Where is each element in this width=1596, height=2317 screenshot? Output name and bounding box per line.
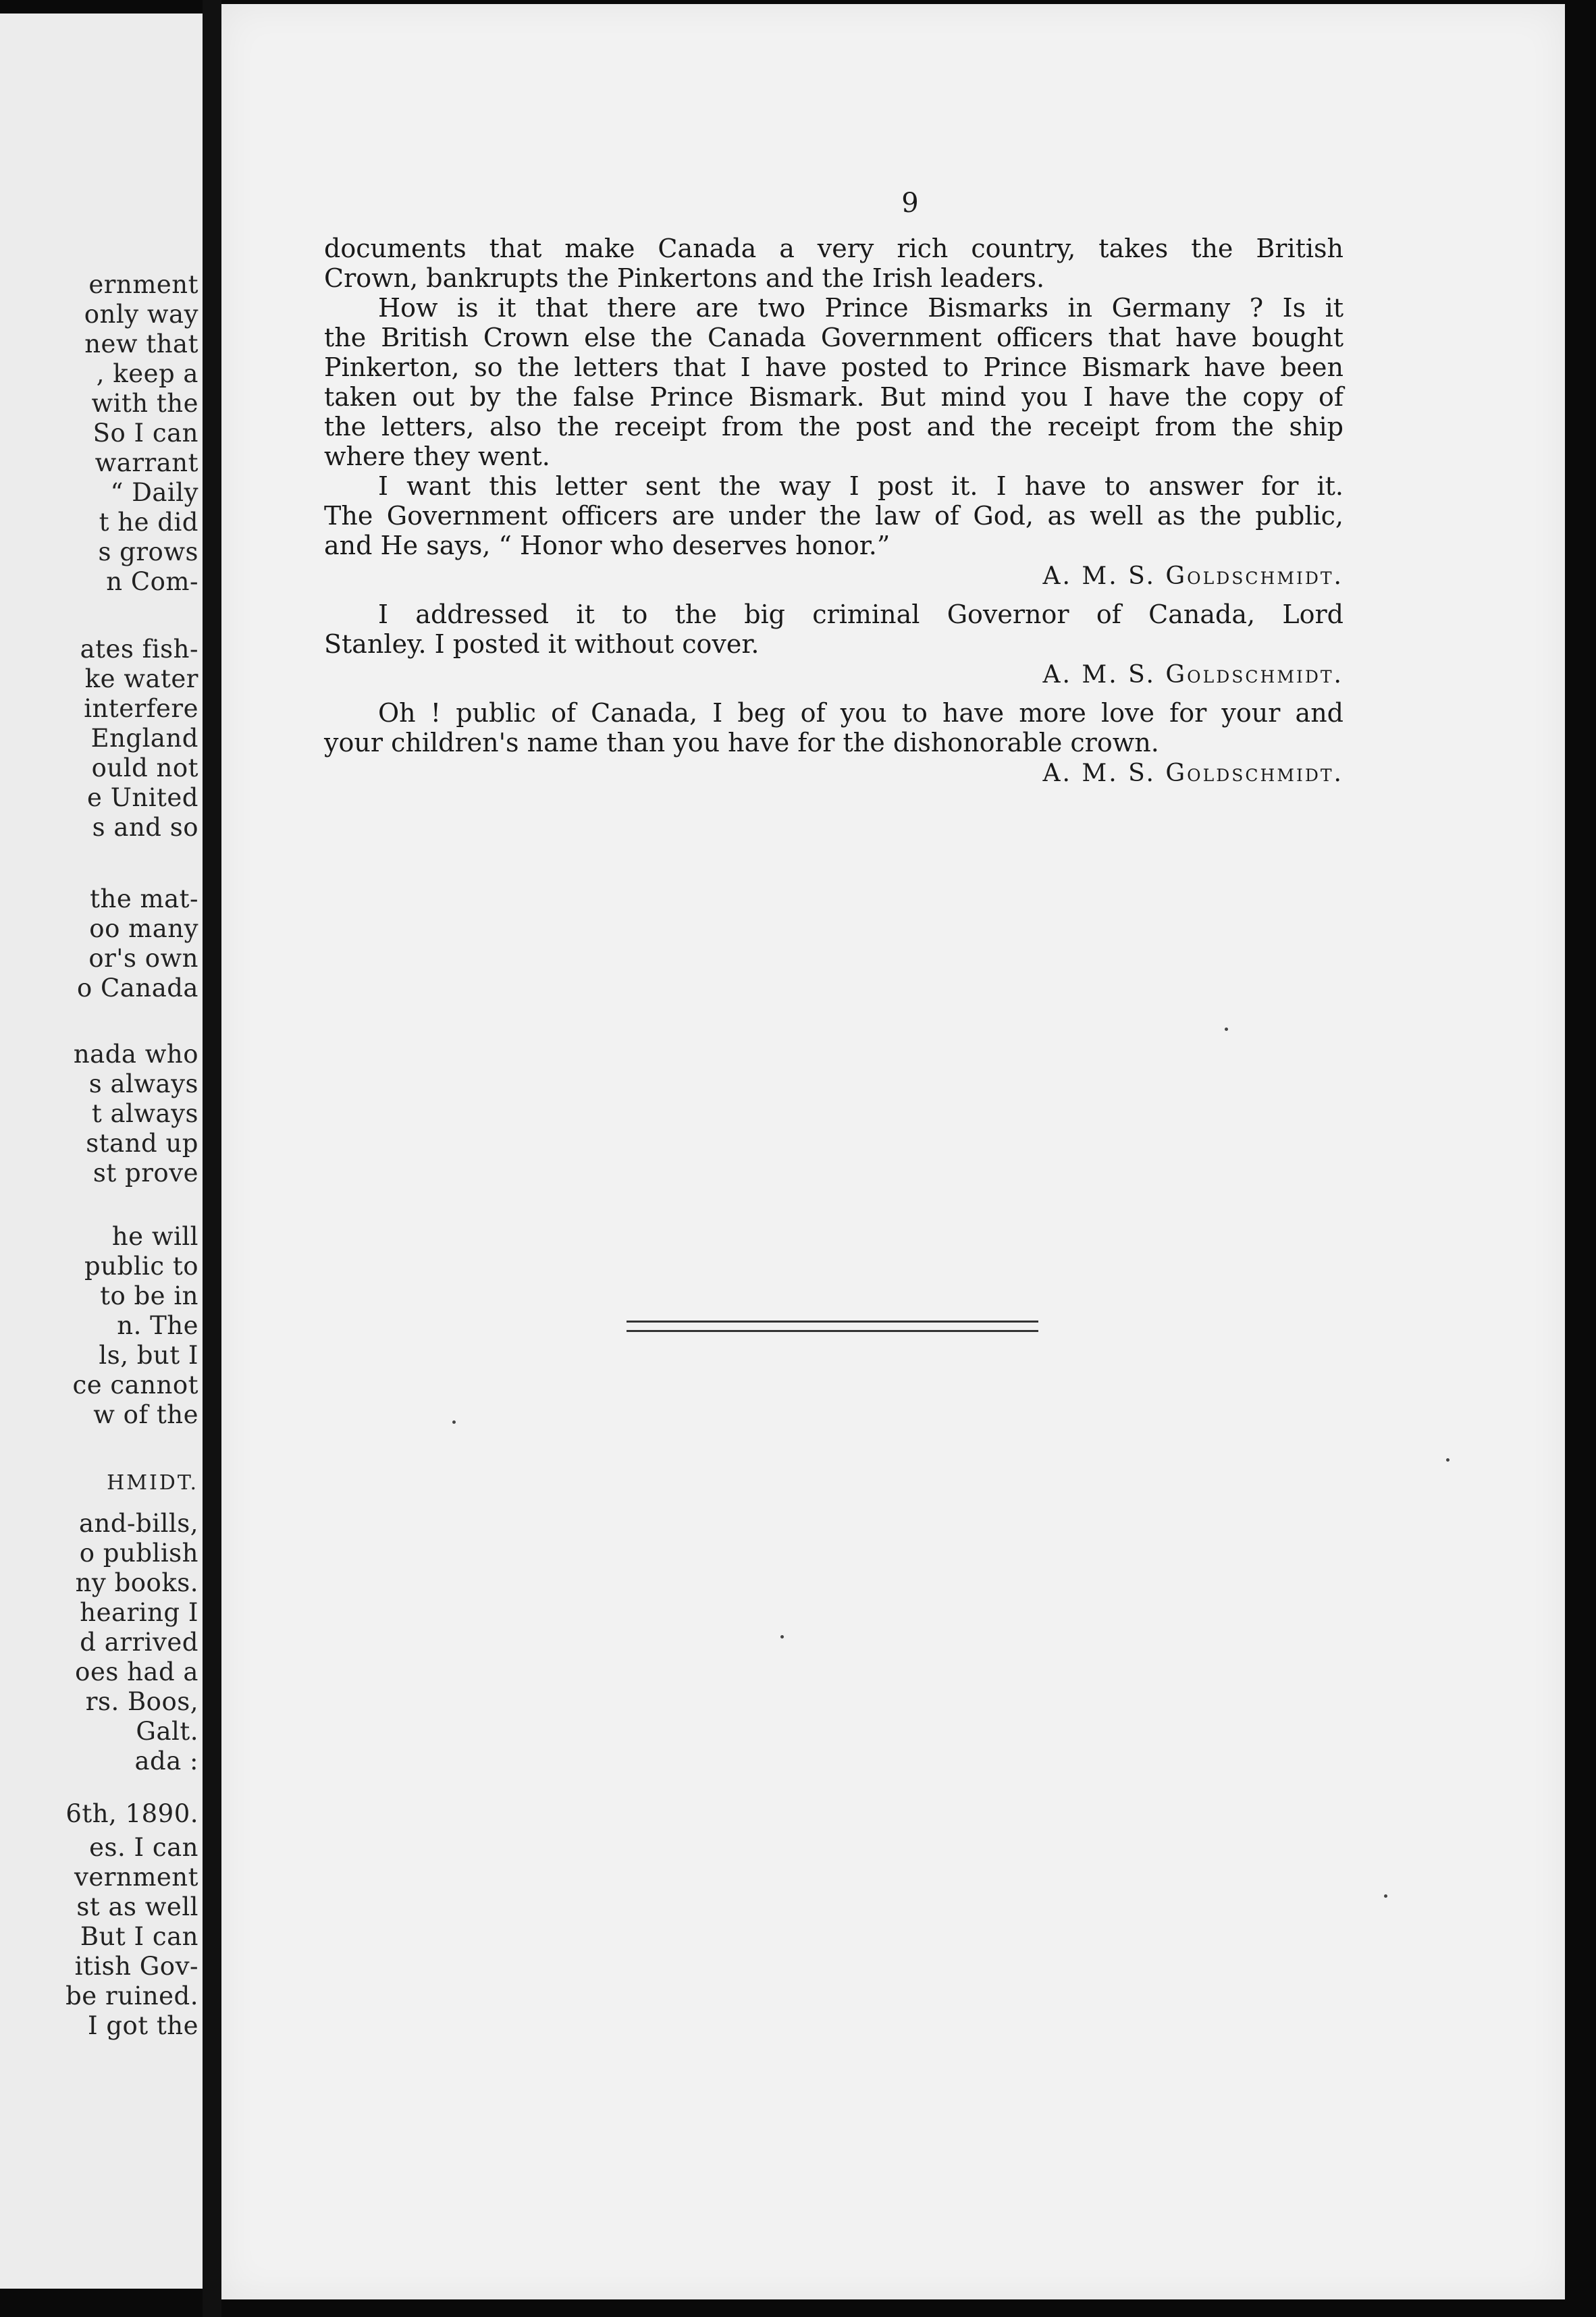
document-page xyxy=(221,4,1565,2299)
fragment-text-line: es. I can xyxy=(89,1833,198,1862)
fragment-text-line: oes had a xyxy=(75,1657,198,1686)
text-line: the British Crown else the Canada Government officers that have bought xyxy=(324,323,1344,352)
fragment-text-line: HMIDT. xyxy=(107,1471,198,1495)
fragment-text-line: So I can xyxy=(92,419,198,448)
fragment-text-line: o publish xyxy=(79,1539,198,1568)
fragment-text-line: t always xyxy=(91,1099,198,1128)
signature: A. M. S. Goldschmidt. xyxy=(1042,661,1344,689)
text-line: I want this letter sent the way I post it. I have to answer for it. xyxy=(378,471,1344,501)
scan-speck xyxy=(1446,1458,1449,1462)
fragment-text-line: st prove xyxy=(92,1158,198,1188)
scan-speck xyxy=(1384,1894,1387,1898)
fragment-text-line: I got the xyxy=(87,2011,198,2040)
fragment-text-line: o Canada xyxy=(76,974,198,1003)
fragment-text-line: rs. Boos, xyxy=(85,1687,198,1716)
text-line: I addressed it to the big criminal Governor of Canada, Lord xyxy=(378,600,1344,629)
fragment-text-line: w of the xyxy=(93,1400,198,1429)
fragment-text-line: England xyxy=(90,724,198,753)
fragment-text-line: st as well xyxy=(76,1892,198,1921)
fragment-text-line: d arrived xyxy=(80,1628,198,1657)
text-line: How is it that there are two Prince Bismarks in Germany ? Is it xyxy=(378,293,1344,323)
fragment-text-line: Galt. xyxy=(136,1717,198,1746)
fragment-text-line: with the xyxy=(91,389,198,418)
fragment-text-line: But I can xyxy=(80,1922,198,1951)
text-line: Crown, bankrupts the Pinkertons and the Irish leaders. xyxy=(324,263,1045,293)
book-spine xyxy=(203,0,221,2317)
fragment-text-line: ernment xyxy=(88,270,198,299)
fragment-text-line: to be in xyxy=(100,1281,198,1310)
fragment-text-line: ke water xyxy=(84,664,198,693)
fragment-text-line: warrant xyxy=(95,448,198,477)
fragment-text-line: s always xyxy=(88,1069,198,1098)
text-line: your children's name than you have for the dishonorable crown. xyxy=(324,728,1159,757)
fragment-text-line: , keep a xyxy=(96,359,198,388)
section-divider-rule xyxy=(627,1321,1038,1323)
fragment-text-line: ls, but I xyxy=(99,1341,198,1370)
text-line: Stanley. I posted it without cover. xyxy=(324,629,760,659)
text-line: the letters, also the receipt from the post and the receipt from the ship xyxy=(324,412,1344,442)
fragment-text-line: e United xyxy=(87,783,198,812)
fragment-text-line: ce cannot xyxy=(72,1370,198,1400)
fragment-text-line: oo many xyxy=(89,914,198,943)
fragment-text-line: 6th, 1890. xyxy=(65,1799,198,1828)
fragment-text-line: itish Gov- xyxy=(74,1952,198,1981)
text-line: The Government officers are under the law of God, as well as the public, xyxy=(324,501,1344,531)
fragment-text-line: t he did xyxy=(99,508,198,537)
fragment-text-line: hearing I xyxy=(80,1598,198,1627)
fragment-text-line: or's own xyxy=(88,944,198,973)
fragment-text-line: ada : xyxy=(134,1747,198,1776)
fragment-text-line: vernment xyxy=(74,1863,198,1892)
fragment-text-line: stand up xyxy=(86,1129,198,1158)
signature: A. M. S. Goldschmidt. xyxy=(1042,760,1344,787)
fragment-text-line: s and so xyxy=(92,813,198,842)
text-line: Pinkerton, so the letters that I have posted to Prince Bismark have been xyxy=(324,352,1344,382)
page-number: 9 xyxy=(901,188,919,219)
fragment-text-line: ould not xyxy=(91,753,198,782)
scan-speck xyxy=(780,1635,784,1639)
fragment-text-line: “ Daily xyxy=(110,478,198,507)
fragment-text-line: only way xyxy=(84,300,198,329)
text-line: documents that make Canada a very rich country, takes the British xyxy=(324,234,1344,263)
fragment-text-line: new that xyxy=(84,329,198,358)
text-line: where they went. xyxy=(324,442,550,471)
section-divider-rule xyxy=(627,1330,1038,1332)
text-line: taken out by the false Prince Bismark. But mind you I have the copy of xyxy=(324,382,1344,412)
signature: A. M. S. Goldschmidt. xyxy=(1042,562,1344,590)
adjacent-page-fragment xyxy=(0,14,203,2289)
fragment-text-line: n Com- xyxy=(106,567,198,596)
fragment-text-line: he will xyxy=(111,1222,198,1251)
text-line: Oh ! public of Canada, I beg of you to have more love for your and xyxy=(378,698,1344,728)
fragment-text-line: ates fish- xyxy=(80,635,198,664)
text-line: and He says, “ Honor who deserves honor.” xyxy=(324,531,890,560)
fragment-text-line: the mat- xyxy=(90,884,198,913)
fragment-text-line: be ruined. xyxy=(65,1981,198,2010)
fragment-text-line: and-bills, xyxy=(78,1509,198,1538)
fragment-text-line: s grows xyxy=(98,537,198,566)
fragment-text-line: nada who xyxy=(73,1040,198,1069)
fragment-text-line: public to xyxy=(84,1252,198,1281)
scan-speck xyxy=(452,1420,456,1424)
fragment-text-line: interfere xyxy=(84,694,198,723)
fragment-text-line: ny books. xyxy=(75,1568,198,1597)
fragment-text-line: n. The xyxy=(117,1311,198,1340)
scan-speck xyxy=(1225,1028,1228,1031)
body-text xyxy=(324,234,1344,790)
